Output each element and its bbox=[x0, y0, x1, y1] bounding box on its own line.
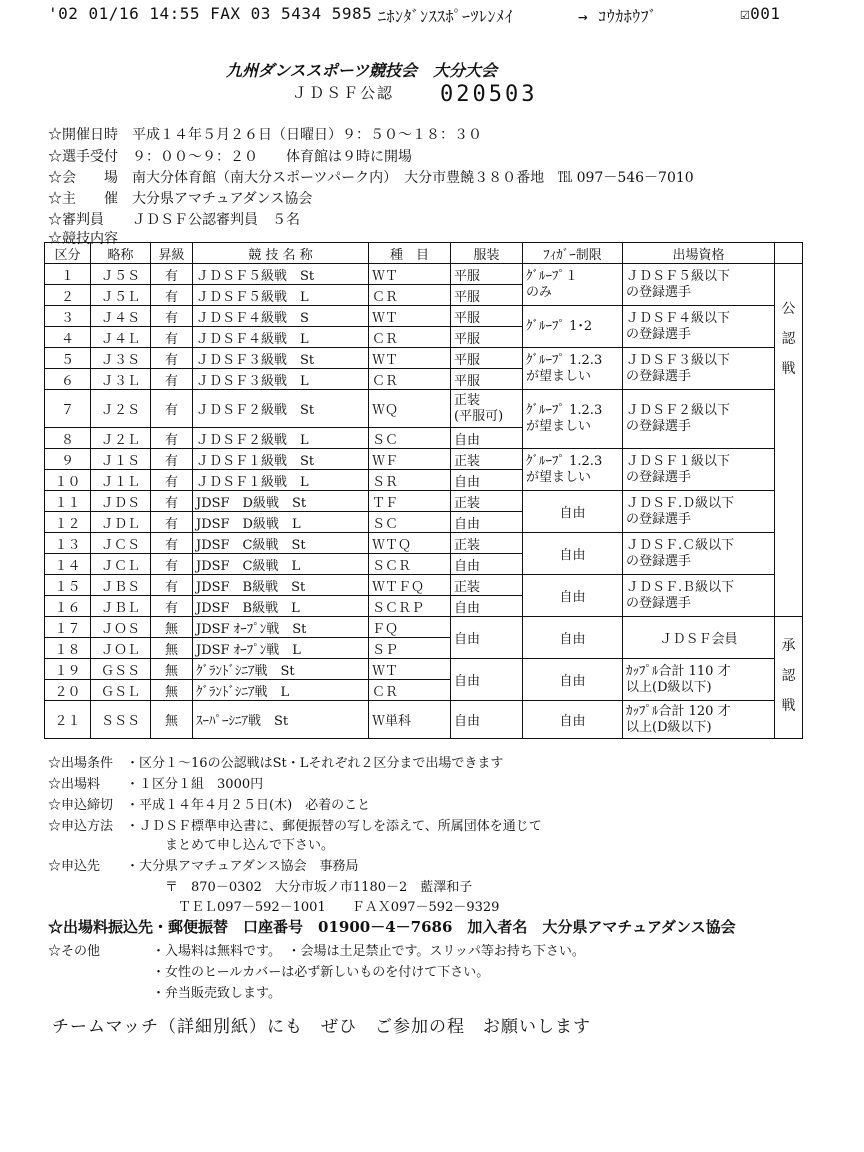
cell-finger: ｸﾞﾙｰﾌﾟ 1.2.3 が望ましい bbox=[523, 390, 623, 449]
cell-dance: ＳＰ bbox=[369, 638, 451, 659]
cell-abbr: ＪＣＬ bbox=[91, 554, 151, 575]
cell-finger: 自由 bbox=[523, 701, 623, 739]
cell-promo: 無 bbox=[151, 680, 193, 701]
cell-promo: 有 bbox=[151, 554, 193, 575]
cell-dance: ＴＦ bbox=[369, 491, 451, 512]
cell-no: ５ bbox=[45, 348, 91, 369]
cell-no: １９ bbox=[45, 659, 91, 680]
cell-promo: 有 bbox=[151, 575, 193, 596]
cell-abbr: ＪＢＬ bbox=[91, 596, 151, 617]
cell-dress: 正装 bbox=[451, 533, 523, 554]
cell-qual: ｶｯﾌﾟﾙ合計 110 才 以上(D級以下) bbox=[623, 659, 775, 701]
cell-finger: 自由 bbox=[523, 659, 623, 701]
cell-abbr: Ｊ２Ｌ bbox=[91, 428, 151, 449]
cell-qual: ＪＤＳＦ２級以下 の登録選手 bbox=[623, 390, 775, 449]
info-judges: ☆審判員 ＪＤＳＦ公認審判員 ５名 bbox=[48, 212, 300, 228]
fax-header-sender: '02 01/16 14:55 FAX 03 5434 5985 bbox=[48, 4, 373, 23]
cell-name: ＪＤＳＦ３級戦 St bbox=[193, 348, 369, 369]
cell-no: １６ bbox=[45, 596, 91, 617]
cell-promo: 有 bbox=[151, 285, 193, 306]
cell-promo: 無 bbox=[151, 659, 193, 680]
table-row bbox=[45, 264, 803, 285]
cell-name: JDSF B級戦 St bbox=[193, 575, 369, 596]
cell-abbr: Ｊ４Ｓ bbox=[91, 306, 151, 327]
cell-dance: ＷＦ bbox=[369, 449, 451, 470]
cell-dress: 自由 bbox=[451, 428, 523, 449]
cell-finger: ｸﾞﾙｰﾌﾟ 1.2.3 が望ましい bbox=[523, 449, 623, 491]
header-qual: 出場資格 bbox=[623, 243, 775, 264]
cell-abbr: ＪＤＳ bbox=[91, 491, 151, 512]
table-row bbox=[45, 390, 803, 428]
cell-qual: ＪＤＳＦ.Ｃ級以下 の登録選手 bbox=[623, 533, 775, 575]
other-line-2: ・女性のヒールカバーは必ず新しいものを付けて下さい。 bbox=[152, 965, 490, 980]
cell-dress: 平服 bbox=[451, 264, 523, 285]
info-organizer: ☆主 催 大分県アマチュアダンス協会 bbox=[48, 191, 313, 207]
cell-no: ８ bbox=[45, 428, 91, 449]
cell-dance: ＳＣＲＰ bbox=[369, 596, 451, 617]
cell-abbr: ＧＳＬ bbox=[91, 680, 151, 701]
table-header-row bbox=[45, 243, 803, 264]
cell-dress: 正装 bbox=[451, 575, 523, 596]
cell-no: ２０ bbox=[45, 680, 91, 701]
table-row bbox=[45, 533, 803, 554]
cell-name: ＪＤＳＦ５級戦 L bbox=[193, 285, 369, 306]
cell-abbr: ＪＯＬ bbox=[91, 638, 151, 659]
event-title: 九州ダンススポーツ競技会 大分大会 bbox=[226, 61, 498, 80]
info-venue: ☆会 場 南大分体育館（南大分スポーツパーク内） 大分市豊饒３８０番地 ℡ 097－546－7010 bbox=[48, 170, 694, 186]
cell-no: １０ bbox=[45, 470, 91, 491]
cell-dance: ＣＲ bbox=[369, 327, 451, 348]
cell-no: ４ bbox=[45, 327, 91, 348]
cell-dress: 正装 (平服可) bbox=[451, 390, 523, 428]
cell-abbr: ＪＢＳ bbox=[91, 575, 151, 596]
cell-no: ９ bbox=[45, 449, 91, 470]
cell-dance: ＳＣＲ bbox=[369, 554, 451, 575]
cell-name: JDSF D級戦 St bbox=[193, 491, 369, 512]
cell-abbr: Ｊ１Ｓ bbox=[91, 449, 151, 470]
cond-deadline: ☆申込締切 ・平成１４年４月２５日(木) 必着のこと bbox=[48, 798, 371, 813]
cell-no: １ bbox=[45, 264, 91, 285]
cell-promo: 無 bbox=[151, 701, 193, 739]
cell-no: １７ bbox=[45, 617, 91, 638]
cell-name: ｸﾞﾗﾝﾄﾞｼﾆｱ戦 St bbox=[193, 659, 369, 680]
competition-table bbox=[44, 242, 803, 739]
cell-dress: 平服 bbox=[451, 348, 523, 369]
cell-promo: 有 bbox=[151, 390, 193, 428]
header-no: 区分 bbox=[45, 243, 91, 264]
cell-promo: 有 bbox=[151, 470, 193, 491]
bank-transfer: ☆出場料振込先・郵便振替 口座番号 01900－4－7686 加入者名 大分県アマチュアダンス協会 bbox=[48, 918, 736, 936]
cell-no: １５ bbox=[45, 575, 91, 596]
cell-name: JDSF C級戦 L bbox=[193, 554, 369, 575]
header-side bbox=[775, 243, 803, 264]
cell-no: ６ bbox=[45, 369, 91, 390]
cell-finger: ｸﾞﾙｰﾌﾟ 1･2 bbox=[523, 306, 623, 348]
cond-tel-fax: ＴＥＬ097－592－1001 ＦＡＸ097－592－9329 bbox=[152, 900, 500, 915]
cell-promo: 有 bbox=[151, 264, 193, 285]
side-official: 公認戦 bbox=[775, 264, 803, 617]
cell-dance: ＷＴＦＱ bbox=[369, 575, 451, 596]
cell-dance: ＣＲ bbox=[369, 285, 451, 306]
cell-dress: 平服 bbox=[451, 369, 523, 390]
cell-abbr: ＳＳＳ bbox=[91, 701, 151, 739]
table-row bbox=[45, 659, 803, 680]
cell-name: ＪＤＳＦ４級戦 L bbox=[193, 327, 369, 348]
info-date: ☆開催日時 平成１４年５月２６日（日曜日）９：５０～１８：３０ bbox=[48, 127, 482, 143]
cell-abbr: Ｊ２Ｓ bbox=[91, 390, 151, 428]
cell-promo: 有 bbox=[151, 428, 193, 449]
cell-name: ＪＤＳＦ３級戦 L bbox=[193, 369, 369, 390]
cond-method-2: まとめて申し込んで下さい。 bbox=[152, 838, 335, 853]
cell-finger: 自由 bbox=[523, 617, 623, 659]
other-line-1: ・入場料は無料です。 ・会場は土足禁止です。スリッパ等お持ち下さい。 bbox=[152, 944, 585, 959]
cell-dance: ＣＲ bbox=[369, 680, 451, 701]
cell-promo: 有 bbox=[151, 449, 193, 470]
header-abbr: 略称 bbox=[91, 243, 151, 264]
header-promo: 昇級 bbox=[151, 243, 193, 264]
cell-promo: 有 bbox=[151, 596, 193, 617]
cond-method: ☆申込方法 ・ＪＤＳＦ標準申込書に、郵便振替の写しを添えて、所属団体を通じて bbox=[48, 819, 542, 834]
cell-name: JDSF C級戦 St bbox=[193, 533, 369, 554]
cond-contact: ☆申込先 ・大分県アマチュアダンス協会 事務局 bbox=[48, 859, 359, 874]
header-name: 競 技 名 称 bbox=[193, 243, 369, 264]
cell-promo: 無 bbox=[151, 617, 193, 638]
cell-abbr: Ｊ４Ｌ bbox=[91, 327, 151, 348]
cell-dance: ＷＴ bbox=[369, 348, 451, 369]
cell-qual: ＪＤＳＦ４級以下 の登録選手 bbox=[623, 306, 775, 348]
cell-promo: 有 bbox=[151, 512, 193, 533]
cell-name: ＪＤＳＦ１級戦 L bbox=[193, 470, 369, 491]
cell-qual: ＪＤＳＦ会員 bbox=[623, 617, 775, 659]
cell-qual: ＪＤＳＦ５級以下 の登録選手 bbox=[623, 264, 775, 306]
table-row bbox=[45, 306, 803, 327]
fax-header-destination: → ｺｳｶﾎｳﾌﾞ bbox=[578, 7, 658, 26]
cell-abbr: Ｊ３Ｓ bbox=[91, 348, 151, 369]
cell-no: １８ bbox=[45, 638, 91, 659]
cell-no: １１ bbox=[45, 491, 91, 512]
cell-dress: 自由 bbox=[451, 470, 523, 491]
other-line-3: ・弁当販売致します。 bbox=[152, 986, 281, 1001]
cell-dress: 正装 bbox=[451, 491, 523, 512]
cell-name: ＪＤＳＦ２級戦 St bbox=[193, 390, 369, 428]
cond-address: 〒 870－0302 大分市坂ノ市1180－2 藍澤和子 bbox=[152, 880, 473, 895]
cell-promo: 有 bbox=[151, 369, 193, 390]
table-row bbox=[45, 575, 803, 596]
cell-name: JDSF ｵｰﾌﾟﾝ戦 St bbox=[193, 617, 369, 638]
cell-dance: ＳＣ bbox=[369, 428, 451, 449]
cell-qual: ＪＤＳＦ.Ｄ級以下 の登録選手 bbox=[623, 491, 775, 533]
cell-name: ＪＤＳＦ１級戦 St bbox=[193, 449, 369, 470]
event-code: 020503 bbox=[440, 82, 538, 107]
cell-no: ２ bbox=[45, 285, 91, 306]
cell-abbr: Ｊ３Ｌ bbox=[91, 369, 151, 390]
table-row bbox=[45, 348, 803, 369]
cell-no: １４ bbox=[45, 554, 91, 575]
cell-dance: ＷＴ bbox=[369, 306, 451, 327]
cell-promo: 有 bbox=[151, 306, 193, 327]
header-dress: 服装 bbox=[451, 243, 523, 264]
cell-name: ＪＤＳＦ２級戦 L bbox=[193, 428, 369, 449]
table-row bbox=[45, 701, 803, 739]
cell-dance: ＷＴＱ bbox=[369, 533, 451, 554]
other-label: ☆その他 bbox=[48, 944, 101, 959]
cond-entry: ☆出場条件 ・区分１～16の公認戦はSt・Lそれぞれ２区分まで出場できます bbox=[48, 756, 504, 771]
cell-finger: ｸﾞﾙｰﾌﾟ１ のみ bbox=[523, 264, 623, 306]
fax-header-recipient: ﾆﾎﾝﾀﾞﾝｽｽﾎﾟｰﾂﾚﾝﾒｲ bbox=[378, 7, 514, 26]
fax-header-page: ☑001 bbox=[740, 4, 781, 23]
cell-promo: 有 bbox=[151, 327, 193, 348]
info-reception: ☆選手受付 ９：００～９：２０ 体育館は９時に開場 bbox=[48, 149, 412, 165]
cell-no: １２ bbox=[45, 512, 91, 533]
cell-finger: 自由 bbox=[523, 491, 623, 533]
table-row bbox=[45, 491, 803, 512]
cell-finger: 自由 bbox=[523, 575, 623, 617]
cell-dance: ＳＲ bbox=[369, 470, 451, 491]
header-dance: 種 目 bbox=[369, 243, 451, 264]
cell-qual: ＪＤＳＦ１級以下 の登録選手 bbox=[623, 449, 775, 491]
cell-no: １３ bbox=[45, 533, 91, 554]
cell-name: JDSF B級戦 L bbox=[193, 596, 369, 617]
cell-dress: 平服 bbox=[451, 306, 523, 327]
cell-dress: 自由 bbox=[451, 659, 523, 701]
cell-abbr: ＪＣＳ bbox=[91, 533, 151, 554]
cell-qual: ｶｯﾌﾟﾙ合計 120 才 以上(D級以下) bbox=[623, 701, 775, 739]
cell-dress: 自由 bbox=[451, 617, 523, 659]
cell-promo: 有 bbox=[151, 533, 193, 554]
cell-promo: 有 bbox=[151, 491, 193, 512]
cell-dance: ＣＲ bbox=[369, 369, 451, 390]
cell-qual: ＪＤＳＦ.Ｂ級以下 の登録選手 bbox=[623, 575, 775, 617]
cell-dress: 自由 bbox=[451, 701, 523, 739]
cell-dance: ＷＴ bbox=[369, 264, 451, 285]
cell-dress: 平服 bbox=[451, 327, 523, 348]
cell-no: ２１ bbox=[45, 701, 91, 739]
header-finger: ﾌｨｶﾞｰ制限 bbox=[523, 243, 623, 264]
approval-label: ＪＤＳＦ公認 bbox=[292, 84, 395, 102]
cell-dance: ＦＱ bbox=[369, 617, 451, 638]
cell-abbr: ＧＳＳ bbox=[91, 659, 151, 680]
cell-promo: 有 bbox=[151, 348, 193, 369]
table-row bbox=[45, 617, 803, 638]
cell-abbr: ＪＤＬ bbox=[91, 512, 151, 533]
cell-dance: ＷＴ bbox=[369, 659, 451, 680]
closing-message: チームマッチ（詳細別紙）にも ぜひ ご参加の程 お願いします bbox=[52, 1017, 591, 1037]
cell-name: ｸﾞﾗﾝﾄﾞｼﾆｱ戦 L bbox=[193, 680, 369, 701]
cell-dress: 自由 bbox=[451, 596, 523, 617]
info-contents: ☆競技内容 bbox=[48, 231, 118, 247]
side-approved: 承認戦 bbox=[775, 617, 803, 739]
cell-dance: Ｗ単科 bbox=[369, 701, 451, 739]
cell-name: ＪＤＳＦ５級戦 St bbox=[193, 264, 369, 285]
cell-name: ｽｰﾊﾟｰｼﾆｱ戦 St bbox=[193, 701, 369, 739]
table-row bbox=[45, 449, 803, 470]
cell-dress: 平服 bbox=[451, 285, 523, 306]
cell-name: ＪＤＳＦ４級戦 S bbox=[193, 306, 369, 327]
cell-dress: 正装 bbox=[451, 449, 523, 470]
cell-dance: ＳＣ bbox=[369, 512, 451, 533]
cell-abbr: Ｊ１Ｌ bbox=[91, 470, 151, 491]
cond-fee: ☆出場料 ・１区分１組 3000円 bbox=[48, 777, 264, 792]
cell-qual: ＪＤＳＦ３級以下 の登録選手 bbox=[623, 348, 775, 390]
cell-name: JDSF ｵｰﾌﾟﾝ戦 L bbox=[193, 638, 369, 659]
cell-abbr: Ｊ５Ｌ bbox=[91, 285, 151, 306]
cell-dress: 自由 bbox=[451, 512, 523, 533]
cell-finger: 自由 bbox=[523, 533, 623, 575]
cell-name: JDSF D級戦 L bbox=[193, 512, 369, 533]
cell-abbr: ＪＯＳ bbox=[91, 617, 151, 638]
cell-dress: 自由 bbox=[451, 554, 523, 575]
cell-no: ７ bbox=[45, 390, 91, 428]
cell-promo: 無 bbox=[151, 638, 193, 659]
cell-no: ３ bbox=[45, 306, 91, 327]
cell-dance: ＷＱ bbox=[369, 390, 451, 428]
cell-finger: ｸﾞﾙｰﾌﾟ 1.2.3 が望ましい bbox=[523, 348, 623, 390]
cell-abbr: Ｊ５Ｓ bbox=[91, 264, 151, 285]
